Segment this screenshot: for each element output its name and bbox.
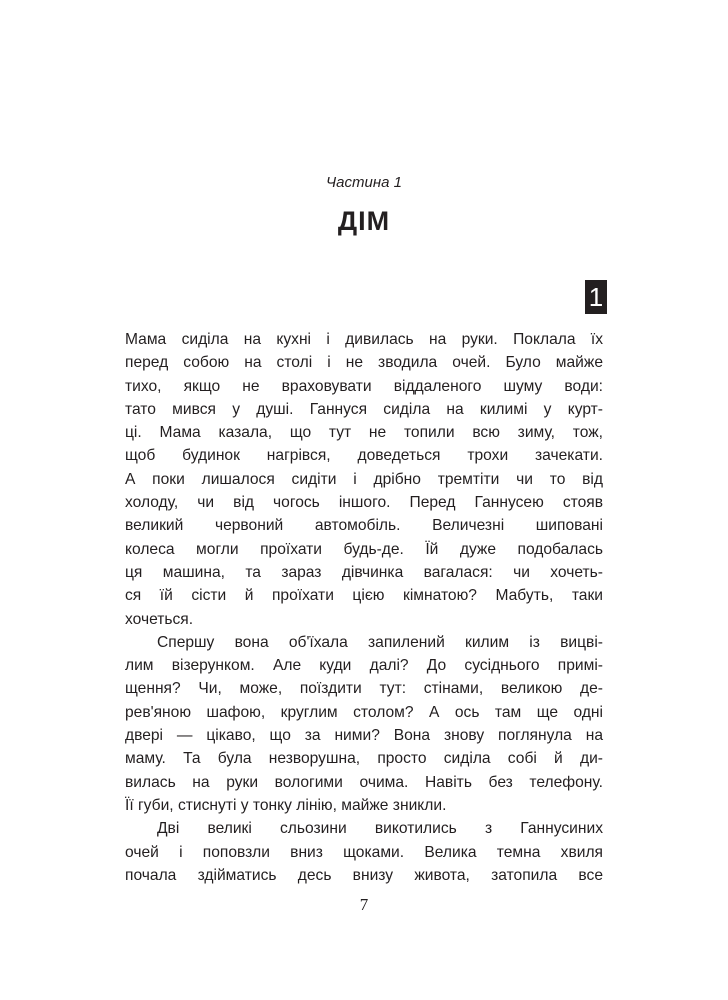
text-line: лим візерунком. Але куди далі? До сусіднього примі- [125,657,603,675]
text-line: колеса могли проїхати будь-де. Їй дуже подобалась [125,540,603,558]
text-line: рев'яною шафою, круглим столом? А ось там ще одні [125,703,603,721]
text-line: ся їй сісти й проїхати цією кімнатою? Мабуть, таки [125,587,603,605]
text-line: Спершу вона об'їхала запилений килим із вицві- [157,633,603,651]
text-line: почала здійматись десь внизу живота, затопила все [125,866,603,884]
text-line: великий червоний автомобіль. Величезні шиповані [125,517,603,535]
text-line: щення? Чи, може, поїздити тут: стінами, великою де- [125,680,603,698]
text-line: двері — цікаво, що за ними? Вона знову поглянула на [125,727,603,745]
text-line: хочеться. [125,610,194,628]
text-line: ця машина, та зараз дівчинка вагалася: чи хочеть- [125,563,603,581]
text-line: Дві великі сльозини викотились з Ганнусиних [157,820,603,838]
text-line: ці. Мама казала, що тут не топили всю зиму, тож, [125,424,603,442]
text-line: перед собою на столі і не зводила очей. Було майже [125,354,603,372]
text-line: Її губи, стиснуті у тонку лінію, майже зникли. [125,796,447,814]
text-line: тато мився у душі. Ганнуся сиділа на килимі у курт- [125,400,603,418]
text-line: маму. Та була незворушна, просто сиділа собі й ди- [125,750,603,768]
text-line: тихо, якщо не враховувати віддаленого шуму води: [125,377,603,395]
chapter-text [125,328,603,887]
text-line: Мама сиділа на кухні і дивилась на руки. Поклала їх [125,331,603,348]
part-label: Частина 1 [326,174,402,191]
page-number: 7 [359,895,369,914]
chapter-title: ДІМ [337,206,391,236]
text-line: холоду, чи від чогось іншого. Перед Ганнусею стояв [125,494,603,512]
text-line: А поки лишалося сидіти і дрібно тремтіти чи то від [125,470,603,488]
text-line: очей і поповзли вниз щоками. Велика темна хвиля [125,843,603,861]
text-line: щоб будинок нагрівся, доведеться трохи зачекати. [125,447,603,465]
section-number-badge: 1 [585,280,607,314]
text-line: вилась на руки вологими очима. Навіть без телефону. [125,773,603,791]
